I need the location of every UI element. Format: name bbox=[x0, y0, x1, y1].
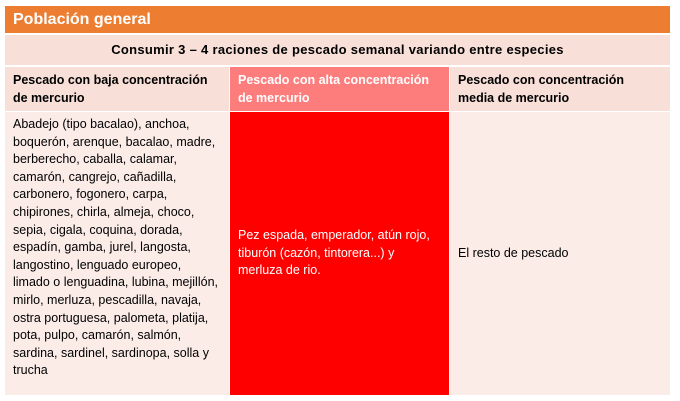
high-mercury-fish-list: Pez espada, emperador, atún rojo, tiburón (cazón, tintorera...) y merluza de rio. bbox=[238, 228, 430, 278]
medium-mercury-fish-list: El resto de pescado bbox=[458, 245, 569, 260]
header-medium-mercury: Pescado con concentración media de mercurio bbox=[450, 67, 670, 111]
cell-high-mercury bbox=[230, 112, 449, 395]
cell-low-mercury bbox=[5, 112, 229, 395]
cell-medium-mercury bbox=[450, 112, 670, 395]
mercury-fish-table bbox=[5, 6, 670, 395]
table-subtitle: Consumir 3 – 4 raciones de pescado semanal variando entre especies bbox=[5, 35, 670, 65]
low-mercury-fish-list: Abadejo (tipo bacalao), anchoa, boquerón, arenque, bacalao, madre, berberecho, caballa, calamar, camarón, cangrejo, cañadilla, carbonero, fogonero, carpa, chipirones, chirla, almeja, choco, sepia, cigala, coquina, dorada, espadín, gamba, jurel, langosta, langostino, lenguado europeo, limado o lenguadina, lubina, mejillón, mirlo, merluza, pescadilla, navaja, ostra portuguesa, palometa, platija, pota, pulpo, camarón, salmón, sardina, sardinel, sardinopa, solla y trucha bbox=[13, 117, 218, 378]
table-title: Población general bbox=[5, 6, 670, 33]
header-low-mercury: Pescado con baja concentración de mercurio bbox=[5, 67, 229, 111]
header-high-mercury: Pescado con alta concentración de mercurio bbox=[230, 67, 449, 111]
